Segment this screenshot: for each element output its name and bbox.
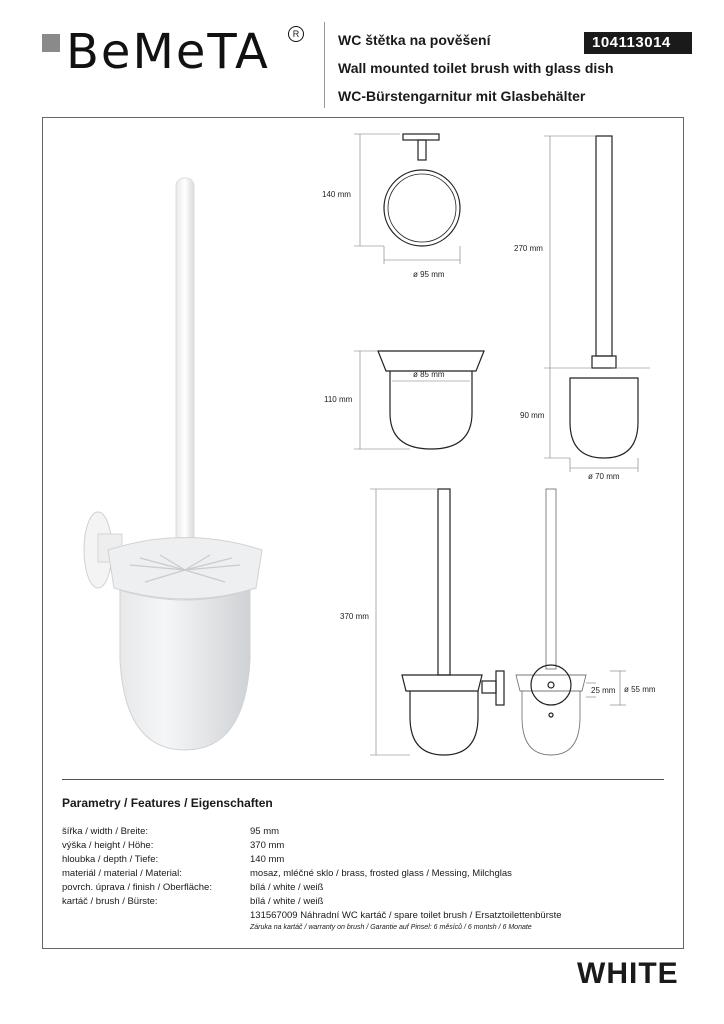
header-separator — [324, 22, 325, 108]
spec-label: hloubka / depth / Tiefe: — [62, 854, 159, 865]
spec-label: kartáč / brush / Bürste: — [62, 896, 158, 907]
product-photo — [70, 170, 290, 730]
features-title: Parametry / Features / Eigenschaften — [62, 796, 273, 810]
spec-label: povrch. úprava / finish / Oberfläche: — [62, 882, 212, 893]
dim-ring-height: 140 mm — [322, 190, 351, 199]
title-de: WC-Bürstengarnitur mit Glasbehälter — [338, 88, 586, 104]
dim-dish-height: 110 mm — [324, 395, 353, 404]
registered-mark: R — [288, 26, 304, 42]
logo-square-mark — [42, 34, 60, 52]
spec-label: materiál / material / Material: — [62, 868, 182, 879]
drawing-glass-dish — [350, 345, 490, 455]
dim-rosette-depth: 25 mm — [591, 686, 616, 695]
dim-brush-head-height: 90 mm — [520, 411, 545, 420]
drawing-brush-side — [540, 132, 650, 482]
spec-value: bílá / white / weiß — [250, 882, 324, 893]
warranty-note: Záruka na kartáč / warranty on brush / Garantie auf Pinsel: 6 měsíců / 6 montsh / 6 Monate — [250, 924, 532, 931]
features-divider — [62, 779, 664, 780]
drawing-assembly-side — [510, 485, 660, 765]
spec-value: mosaz, mléčné sklo / brass, frosted glass / Messing, Milchglas — [250, 868, 512, 879]
spec-label: šířka / width / Breite: — [62, 826, 149, 837]
dim-brush-diameter: ø 70 mm — [588, 472, 620, 481]
brand-name: BeMeTA — [66, 24, 270, 80]
spec-label: výška / height / Höhe: — [62, 840, 154, 851]
spare-part: 131567009 Náhradní WC kartáč / spare toilet brush / Ersatztoilettenbürste — [250, 910, 562, 921]
spec-value: 95 mm — [250, 826, 280, 837]
title-en: Wall mounted toilet brush with glass dish — [338, 60, 614, 76]
drawing-assembly-front — [370, 485, 520, 765]
brand-logo — [40, 18, 330, 78]
title-cz: WC štětka na pověšení — [338, 32, 491, 48]
dim-dish-diameter: ø 85 mm — [413, 370, 445, 379]
dim-total-height: 370 mm — [340, 612, 369, 621]
dim-ring-diameter: ø 95 mm — [413, 270, 445, 279]
spec-value: 140 mm — [250, 854, 285, 865]
dim-handle-length: 270 mm — [514, 244, 543, 253]
dim-rosette-diameter: ø 55 mm — [624, 685, 656, 694]
finish-label: WHITE — [577, 957, 679, 990]
spec-value: bílá / white / weiß — [250, 896, 324, 907]
product-code: 104113014 — [584, 32, 692, 54]
drawing-ring-holder — [350, 130, 470, 290]
spec-value: 370 mm — [250, 840, 285, 851]
